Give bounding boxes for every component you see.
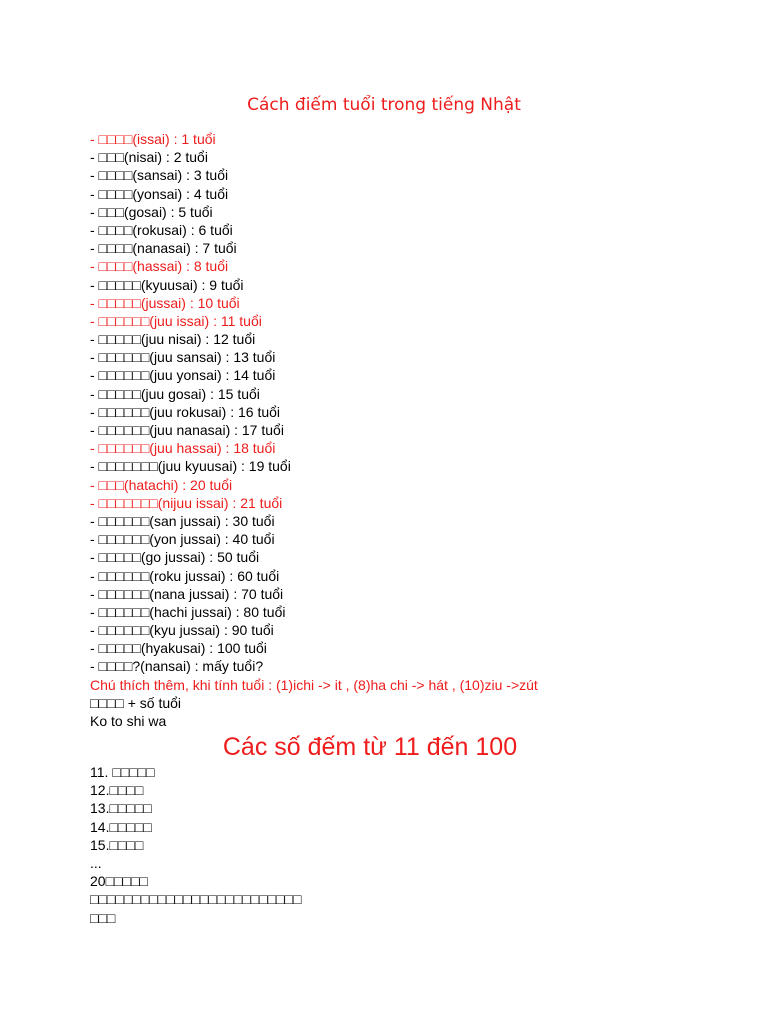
age-line: - □□□□□□(nana jussai) : 70 tuổi (90, 585, 284, 602)
age-list (90, 130, 730, 730)
age-line: - □□□□□□(juu sansai) : 13 tuổi (90, 349, 276, 366)
age-line: - □□□□□□(hachi jussai) : 80 tuổi (90, 603, 286, 620)
count-line: □□□□□□□□□□□□□□□□□□□□□□□□□ (90, 891, 302, 908)
age-line: - □□□□□□(kyu jussai) : 90 tuổi (90, 622, 274, 639)
age-line: - □□□□□□(yon jussai) : 40 tuổi (90, 531, 275, 548)
count-line: 13.□□□□□ (90, 800, 152, 817)
count-line: ... (90, 854, 102, 871)
age-line: - □□□□□(juu gosai) : 15 tuổi (90, 385, 260, 402)
age-line: - □□□□(sansai) : 3 tuổi (90, 167, 229, 184)
age-line: - □□□□□(go jussai) : 50 tuổi (90, 549, 260, 566)
age-line: - □□□□□□(juu rokusai) : 16 tuổi (90, 403, 281, 420)
age-line: - □□□(hatachi) : 20 tuổi (90, 476, 233, 493)
age-line: - □□□□□□□(nijuu issai) : 21 tuổi (90, 494, 283, 511)
age-line: - □□□□□□(san jussai) : 30 tuổi (90, 512, 275, 529)
age-line: - □□□□□(hyakusai) : 100 tuổi (90, 640, 267, 657)
age-line: - □□□(gosai) : 5 tuổi (90, 203, 213, 220)
age-line: - □□□□(nanasai) : 7 tuổi (90, 240, 237, 257)
count-line: 20□□□□□ (90, 873, 148, 890)
romaji-line: Ko to shi wa (90, 713, 167, 729)
note-line: Chú thích thêm, khi tính tuổi : (1)ichi -> it , (8)ha chi -> hát , (10)ziu ->zút (90, 676, 538, 693)
age-line: - □□□□(yonsai) : 4 tuổi (90, 185, 229, 202)
age-line: - □□□□(rokusai) : 6 tuổi (90, 221, 233, 238)
age-line: - □□□□□(juu nisai) : 12 tuổi (90, 331, 256, 348)
count-line: 14.□□□□□ (90, 818, 152, 835)
age-line: - □□□□□□(juu hassai) : 18 tuổi (90, 440, 276, 457)
count-line: 12.□□□□ (90, 782, 144, 799)
age-line: - □□□□□□(roku jussai) : 60 tuổi (90, 567, 280, 584)
count-line: 11. □□□□□ (90, 764, 155, 780)
formula-line: □□□□ + số tuổi (90, 694, 182, 711)
age-line: - □□□□□□(juu nanasai) : 17 tuổi (90, 422, 284, 438)
document-title: Cách điếm tuổi trong tiếng Nhật (247, 95, 521, 115)
age-line: - □□□□□□(juu issai) : 11 tuổi (90, 312, 262, 329)
age-line: - □□□□(issai) : 1 tuổi (90, 131, 216, 147)
age-line: - □□□□□(jussai) : 10 tuổi (90, 294, 240, 311)
count-line: 15.□□□□ (90, 836, 144, 853)
count-list (90, 763, 730, 927)
age-line: - □□□□(hassai) : 8 tuổi (90, 258, 229, 275)
age-line: - □□□□□(kyuusai) : 9 tuổi (90, 276, 244, 293)
count-line: □□□ (90, 909, 116, 926)
age-line: - □□□(nisai) : 2 tuổi (90, 149, 208, 166)
age-line: - □□□□□□(juu yonsai) : 14 tuổi (90, 367, 276, 384)
age-line: - □□□□?(nansai) : mấy tuổi? (90, 658, 264, 675)
age-line: - □□□□□□□(juu kyuusai) : 19 tuổi (90, 458, 291, 475)
section-heading: Các số đếm từ 11 đến 100 (222, 733, 518, 761)
